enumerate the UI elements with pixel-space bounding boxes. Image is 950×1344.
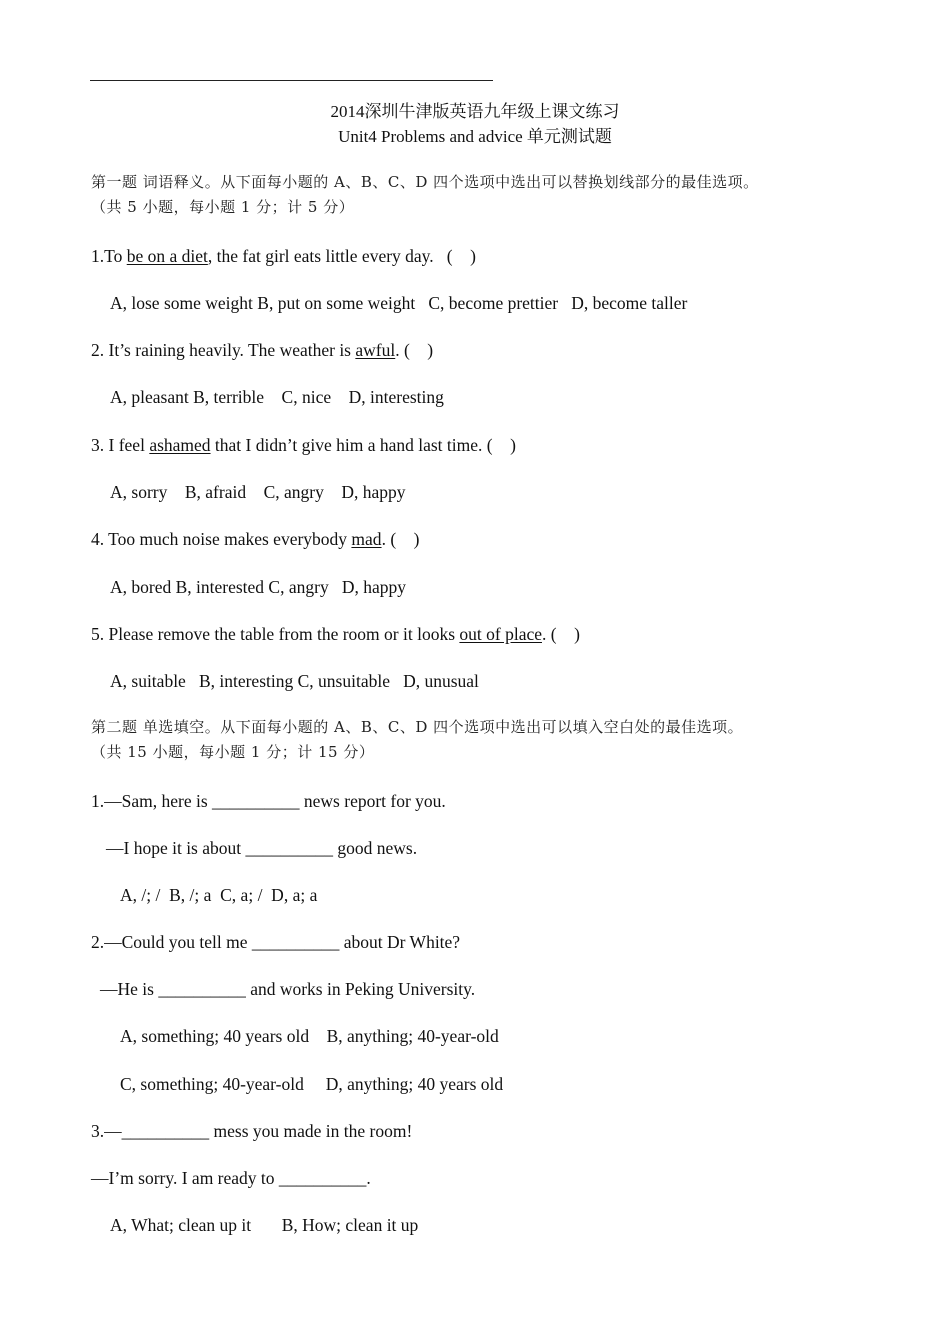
mc-question-1: 1.—Sam, here is __________ news report for you.: [91, 791, 446, 811]
section-1-heading-line2: （共 5 小题，每小题 1 分；计 5 分）: [91, 198, 355, 216]
question-3: 3. I feel ashamed that I didn’t give him a hand last time. ( ): [91, 435, 516, 455]
section-1-heading: [91, 170, 891, 220]
question-5-options: A, suitable B, interesting C, unsuitable D, unusual: [110, 671, 479, 691]
question-4-options: A, bored B, interested C, angry D, happy: [110, 577, 406, 597]
question-1: 1.To be on a diet, the fat girl eats little every day. ( ): [91, 246, 476, 266]
mc-question-3-reply: —I’m sorry. I am ready to __________.: [91, 1168, 371, 1188]
section-2-heading-line1: 第二题 单选填空。从下面每小题的 A、B、C、D 四个选项中选出可以填入空白处的最佳选项。: [91, 718, 744, 736]
mc-question-3: 3.—__________ mess you made in the room!: [91, 1121, 413, 1141]
underlined-phrase: ashamed: [149, 435, 211, 455]
page-subtitle: Unit4 Problems and advice 单元测试题: [338, 127, 612, 146]
mc-question-2-reply: —He is __________ and works in Peking University.: [100, 979, 476, 999]
question-1-options: A, lose some weight B, put on some weight C, become prettier D, become taller: [110, 293, 688, 313]
question-2: 2. It’s raining heavily. The weather is awful. ( ): [91, 340, 434, 360]
underlined-phrase: be on a diet: [126, 246, 208, 266]
question-3-options: A, sorry B, afraid C, angry D, happy: [110, 482, 406, 502]
mc-question-1-options: A, /; / B, /; a C, a; / D, a; a: [120, 885, 318, 905]
underlined-phrase: awful: [355, 340, 396, 360]
underlined-phrase: out of place: [459, 624, 542, 644]
section-1-heading-line1: 第一题 词语释义。从下面每小题的 A、B、C、D 四个选项中选出可以替换划线部分的最佳选项。: [91, 173, 759, 191]
mc-question-3-options: A, What; clean up it B, How; clean it up: [110, 1215, 419, 1235]
mc-question-2: 2.—Could you tell me __________ about Dr White?: [91, 932, 461, 952]
section-2-heading: [91, 715, 891, 765]
question-4: 4. Too much noise makes everybody mad. ( ): [91, 529, 420, 549]
question-5: 5. Please remove the table from the room or it looks out of place. ( ): [91, 624, 580, 644]
top-rule: [90, 80, 493, 81]
question-2-options: A, pleasant B, terrible C, nice D, interesting: [110, 387, 444, 407]
mc-question-2-options-cd: C, something; 40-year-old D, anything; 40 years old: [120, 1074, 504, 1094]
mc-question-2-options-ab: A, something; 40 years old B, anything; 40-year-old: [120, 1026, 499, 1046]
page-title: 2014深圳牛津版英语九年级上课文练习: [330, 102, 620, 121]
mc-question-1-reply: —I hope it is about __________ good news.: [106, 838, 418, 858]
underlined-phrase: mad: [351, 529, 382, 549]
section-2-heading-line2: （共 15 小题，每小题 1 分；计 15 分）: [91, 743, 375, 761]
